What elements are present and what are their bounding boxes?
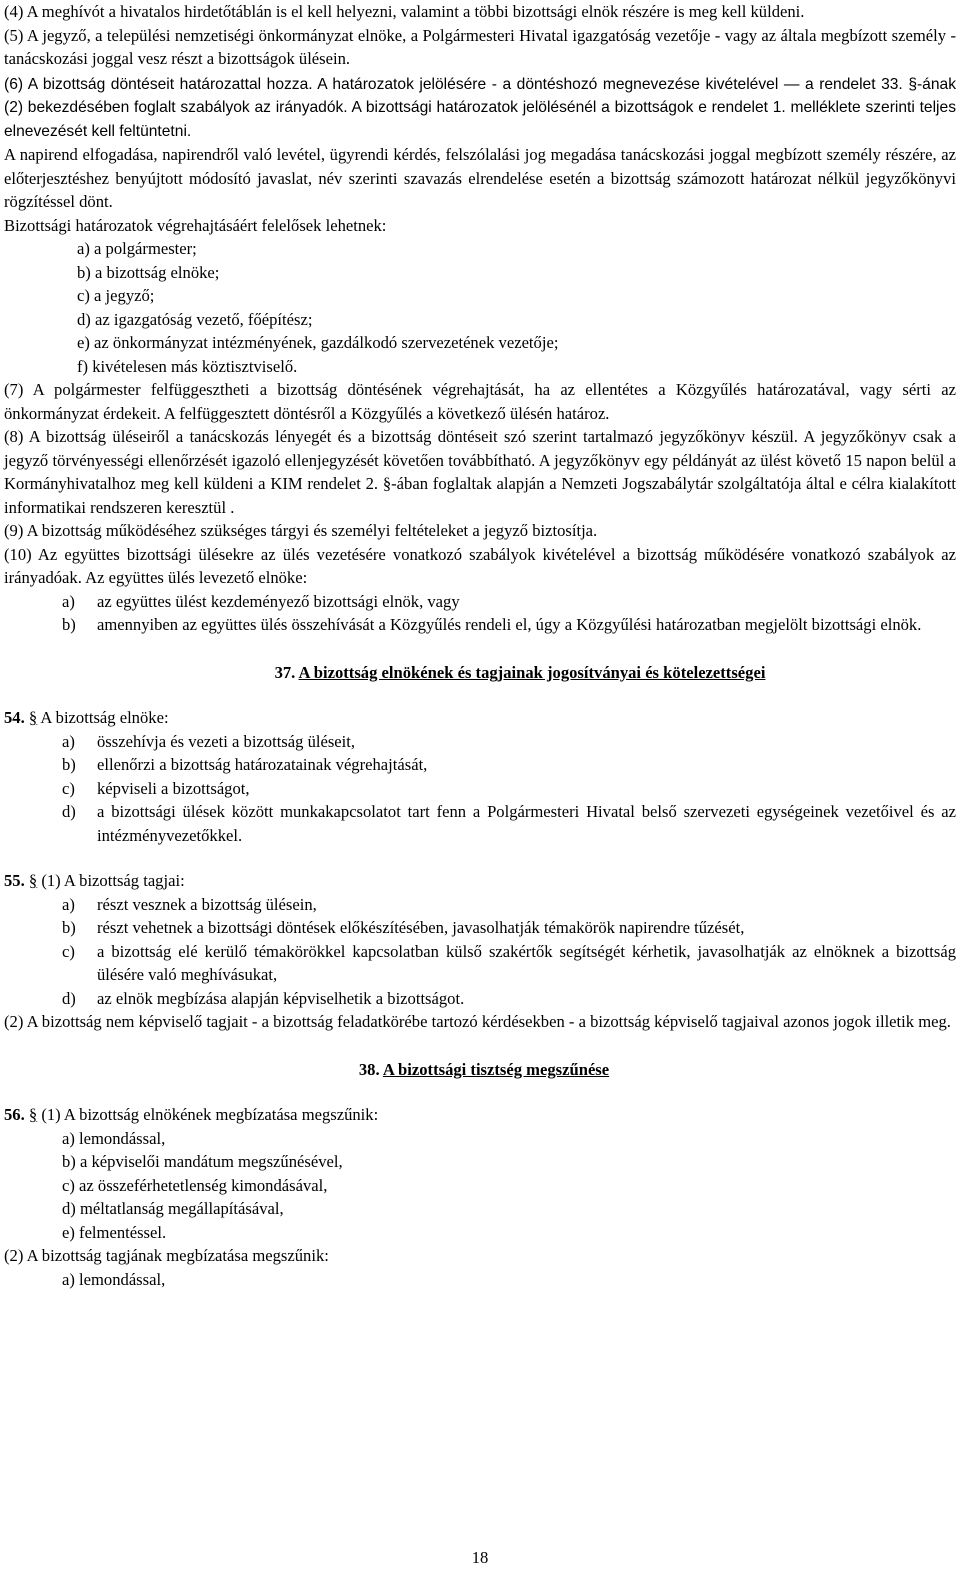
list-item-label: a) — [62, 894, 75, 914]
paragraph-5: (5) A jegyző, a települési nemzetiségi önkormányzat elnöke, a Polgármesteri Hivatal igazgatóság vezetője - vagy az általa megbízott személy - tanácskozási joggal vesz részt a bizottságok ülésein. — [4, 25, 956, 68]
s55-list — [62, 893, 956, 1011]
list-item-text: összehívja és vezeti a bizottság üléseit, — [97, 731, 356, 751]
list-item-text: a bizottság elé kerülő témakörökkel kapcsolatban külső szakértők segítségét kérhetik, javasolhatják az elnöknek a bizottság ülésére való meghívásukat, — [97, 941, 956, 984]
section-symbol: § — [28, 1105, 38, 1124]
list-item: e) az önkormányzat intézményének, gazdálkodó szervezetének vezetője; — [77, 333, 559, 352]
list-item-text: a bizottsági ülések között munkakapcsolatot tart fenn a Polgármesteri Hivatal belső szervezeti egységeinek vezetőivel és az intézményvezetőkkel. — [97, 802, 956, 845]
paragraph-9: (9) A bizottság működéséhez szükséges tárgyi és személyi feltételeket a jegyző biztosítja. — [4, 521, 598, 540]
section-54-text: A bizottság elnöke: — [37, 708, 169, 727]
egyuttes-list — [62, 590, 956, 637]
paragraph-7: (7) A polgármester felfüggesztheti a bizottság döntésének végrehajtását, ha az ellentétes a Közgyűlés határozatával, vagy sérti az önkormányzat érdekeit. A felfüggesztett döntésről a Közgyűlés a következő ülésén határoz. — [4, 380, 956, 423]
list-item: f) kivételesen más köztisztviselő. — [77, 356, 298, 376]
section-symbol: § — [28, 871, 38, 890]
list-item-text: az együttes ülést kezdeményező bizottsági elnök, vagy — [97, 591, 460, 611]
heading-37-number: 37. — [274, 662, 299, 682]
s56-p2-list — [62, 1268, 956, 1292]
list-item — [62, 916, 956, 940]
section-55-paragraph-2: (2) A bizottság nem képviselő tagjait - a bizottság feladatkörébe tartozó kérdésekben - a bizottság képviselő tagjaival azonos jogok illetik meg. — [4, 1012, 951, 1031]
section-56-intro — [4, 1103, 956, 1127]
list-item: b) a bizottság elnöke; — [77, 262, 220, 282]
list-item-text: az elnök megbízása alapján képviselhetik a bizottságot. — [97, 988, 465, 1008]
section-symbol: § — [28, 708, 38, 727]
heading-37-title: A bizottság elnökének és tagjainak jogosítványai és kötelezettségei — [298, 662, 766, 682]
section-54-intro — [4, 706, 956, 730]
paragraph-8: (8) A bizottság üléseiről a tanácskozás lényegét és a bizottság döntéseit szó szerint tartalmazó jegyzőkönyv készül. A jegyzőkönyv csak a jegyző törvényességi ellenőrzését igazoló ellenjegyzését követően továbbítható. A jegyzőkönyv egy példányát az ülést követő 15 napon belül a Kormányhivatalhoz meg kell küldeni a KIM rendelet 2. §-ában foglaltak alapján a Nemzeti Jogszabálytár szolgáltatója által e célra kialakított informatikai rendszeren keresztül . — [4, 427, 956, 517]
list-item-text: amennyiben az együttes ülés összehívását a Közgyűlés rendeli el, úgy a Közgyűlési határozatban megjelölt bizottsági elnök. — [97, 615, 922, 634]
paragraph-10: (10) Az együttes bizottsági ülésekre az ülés vezetésére vonatkozó szabályok kivételével a bizottság működésére vonatkozó szabályok az irányadóak. Az együttes ülés levezető elnöke: — [4, 544, 956, 587]
list-item-text: ellenőrzi a bizottság határozatainak végrehajtását, — [97, 755, 428, 774]
list-item-label: b) — [62, 755, 76, 774]
list-item: d) méltatlanság megállapításával, — [62, 1199, 284, 1218]
section-55-number: 55. — [4, 871, 25, 890]
list-item: d) az igazgatóság vezető, főépítész; — [77, 309, 313, 329]
list-item-label: b) — [62, 615, 76, 634]
list-item-label: a) — [62, 591, 75, 611]
list-item — [62, 753, 956, 777]
list-item: c) a jegyző; — [77, 286, 155, 305]
list-item-label: c) — [62, 778, 75, 798]
paragraph-felelos: Bizottsági határozatok végrehajtásáért felelősek lehetnek: — [4, 215, 387, 235]
list-item — [62, 987, 956, 1011]
list-item-label: a) — [62, 731, 75, 751]
list-item-text: részt vesznek a bizottság ülésein, — [97, 894, 317, 914]
felelos-list — [77, 237, 956, 378]
list-item — [62, 893, 956, 917]
paragraph-4: (4) A meghívót a hivatalos hirdetőtáblán is el kell helyezni, valamint a többi bizottsági elnök részére is meg kell küldeni. — [4, 2, 805, 21]
paragraph-napirend: A napirend elfogadása, napirendről való levétel, ügyrendi kérdés, felszólalási jog megadása tanácskozási joggal megbízott személy részére, az előterjesztéshez benyújtott módosító javaslat, név szerinti szavazás elrendelése esetén a bizottság számozott határozat nélkül jegyzőkönyvi rögzítéssel dönt. — [4, 145, 956, 211]
list-item-text: képviseli a bizottságot, — [97, 778, 250, 798]
s56-list — [62, 1127, 956, 1245]
list-item — [62, 590, 956, 614]
heading-38-title: A bizottsági tisztség megszűnése — [382, 1059, 610, 1079]
list-item — [62, 777, 956, 801]
list-item: a) lemondással, — [62, 1128, 166, 1148]
section-heading-38 — [12, 1058, 956, 1082]
heading-38-number: 38. — [358, 1059, 383, 1079]
list-item: a) lemondással, — [62, 1269, 166, 1289]
list-item — [62, 800, 956, 847]
list-item: c) az összeférhetetlenség kimondásával, — [62, 1175, 328, 1195]
section-56-number: 56. — [4, 1105, 25, 1124]
page-number: 18 — [471, 1548, 489, 1567]
s54-list — [62, 730, 956, 848]
list-item — [62, 730, 956, 754]
section-55-intro — [4, 869, 956, 893]
list-item — [62, 613, 956, 637]
list-item-text: részt vehetnek a bizottsági döntések előkészítésében, javasolhatják témakörök napirendre tűzését, — [97, 918, 745, 937]
list-item: a) a polgármester; — [77, 239, 197, 258]
section-56-text: (1) A bizottság elnökének megbízatása megszűnik: — [37, 1105, 379, 1124]
document-page — [4, 0, 956, 1291]
paragraph-6: (6) A bizottság döntéseit határozattal hozza. A határozatok jelölésére - a döntéshozó megnevezése kivételével — a rendelet 33. §-ának (2) bekezdésében foglalt szabályok az irányadók. A bizottsági határozatok jelölésénél a bizottságok e rendelet 1. melléklete szerinti teljes elnevezését kell feltüntetni. — [4, 75, 956, 140]
list-item-label: b) — [62, 918, 76, 937]
list-item — [62, 940, 956, 987]
section-55-text: (1) A bizottság tagjai: — [37, 871, 185, 890]
section-heading-37 — [84, 661, 956, 685]
section-54-number: 54. — [4, 708, 25, 727]
section-56-paragraph-2: (2) A bizottság tagjának megbízatása megszűnik: — [4, 1246, 329, 1265]
list-item-label: c) — [62, 941, 75, 961]
list-item: e) felmentéssel. — [62, 1222, 167, 1242]
list-item-label: d) — [62, 988, 76, 1008]
list-item: b) a képviselői mandátum megszűnésével, — [62, 1152, 343, 1171]
list-item-label: d) — [62, 802, 76, 821]
